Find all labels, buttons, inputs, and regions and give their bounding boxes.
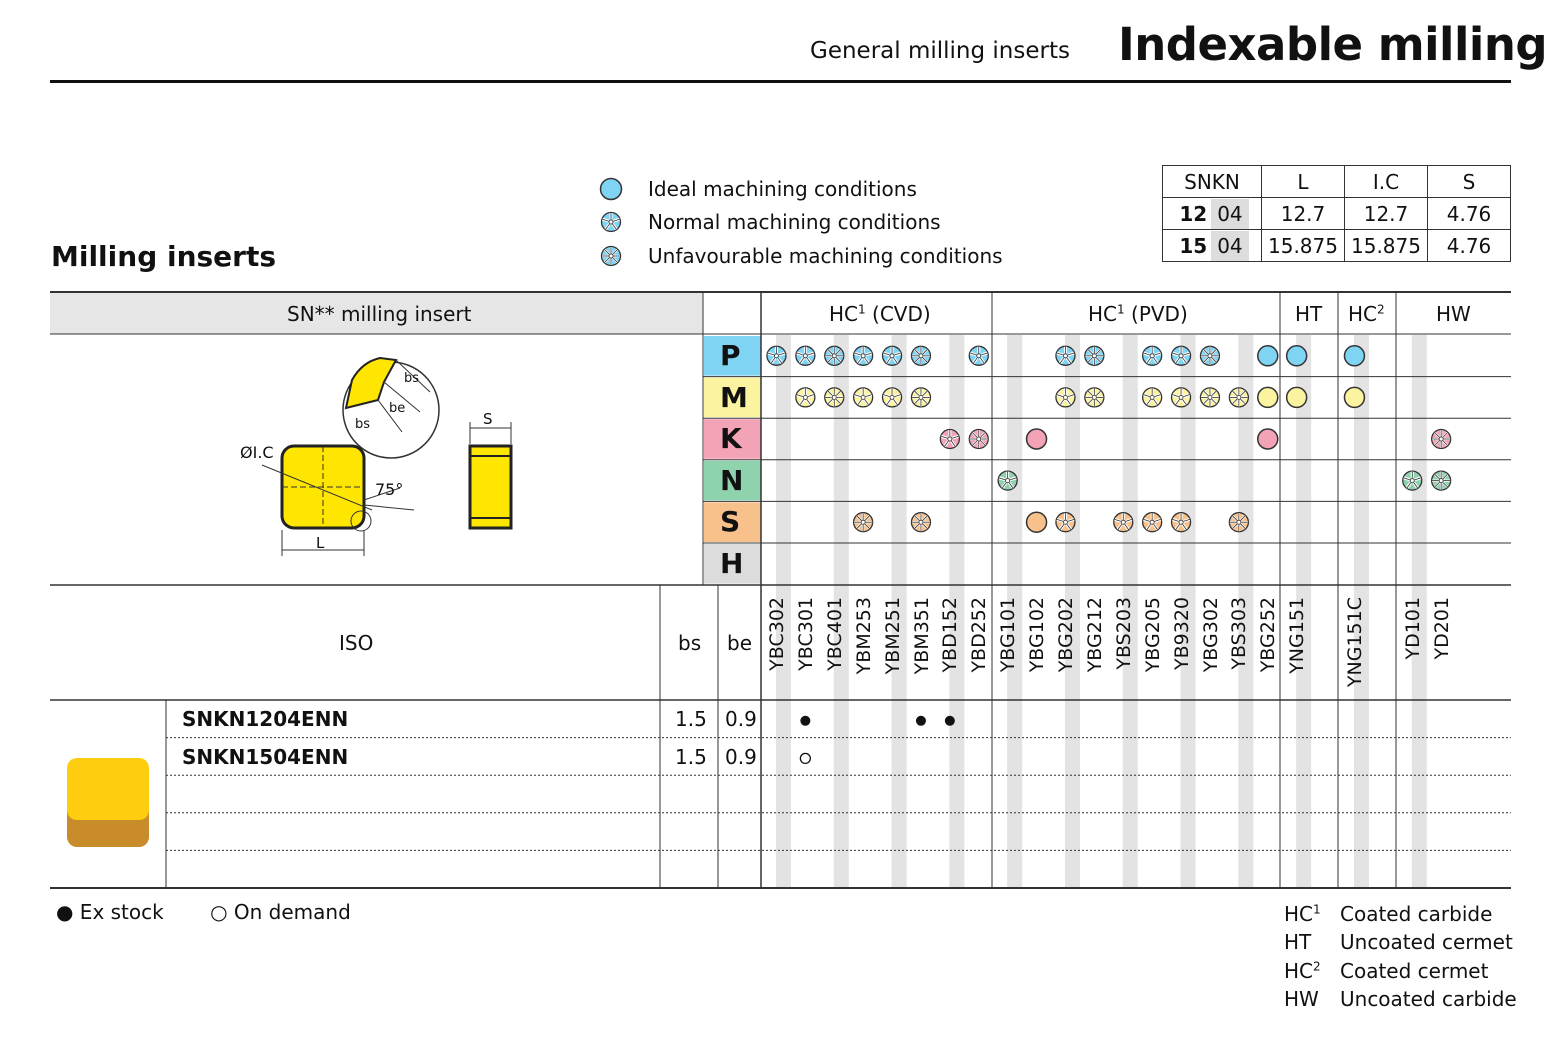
normal-star-icon [1143, 513, 1162, 532]
normal-star-icon [969, 346, 988, 365]
dims-l: 15.875 [1262, 230, 1345, 262]
unfavourable-star-icon [1229, 388, 1248, 407]
unfavourable-star-icon [825, 388, 844, 407]
normal-star-icon [1056, 388, 1075, 407]
unfavourable-star-icon [1200, 346, 1219, 365]
bs-value: 1.5 [675, 707, 707, 731]
normal-star-icon [998, 471, 1017, 490]
grade-label: YD201 [1430, 597, 1453, 660]
footnote-desc: Uncoated carbide [1340, 987, 1517, 1011]
normal-star-icon [767, 346, 786, 365]
grade-label: YB9320 [1170, 597, 1193, 670]
group-hw [1436, 302, 1471, 326]
material-letter-h: H [720, 547, 744, 580]
grade-label: YBC302 [766, 597, 788, 671]
dims-header-s: S [1428, 166, 1511, 198]
dims-thickness: 04 [1211, 199, 1248, 229]
normal-star-icon [796, 388, 815, 407]
ideal-circle-icon [1344, 387, 1364, 407]
normal-star-icon [1172, 513, 1191, 532]
grade-label: YBS303 [1228, 597, 1251, 670]
angle-line [364, 505, 414, 510]
length-label: L [316, 534, 325, 552]
dims-l: 12.7 [1262, 198, 1345, 230]
footnote [1284, 987, 1517, 1011]
normal-star-icon [883, 388, 902, 407]
ideal-circle-icon [1258, 429, 1278, 449]
ex-stock-label: ● Ex stock [56, 900, 164, 924]
group-label: HC [1088, 302, 1118, 326]
dims-ic: 12.7 [1345, 198, 1428, 230]
normal-star-icon [1172, 388, 1191, 407]
unfavourable-star-icon [1085, 388, 1104, 407]
material-letter-m: M [720, 380, 748, 414]
angle-label: 75° [375, 480, 404, 499]
bs-header: bs [678, 631, 702, 655]
unfavourable-star-icon [911, 388, 930, 407]
group-label: HC [1348, 302, 1378, 326]
footnote [1284, 930, 1513, 954]
grade-label: YBM251 [881, 597, 904, 675]
footnote-code: HT [1284, 930, 1312, 954]
group-sup: 1 [1117, 302, 1125, 317]
normal-star-icon [1143, 388, 1162, 407]
ex-stock-mark [945, 716, 955, 726]
dims-header-snkn: SNKN [1163, 166, 1262, 198]
grade-label: YBG102 [1026, 597, 1049, 673]
insert-header: SN** milling insert [287, 302, 472, 326]
footnote-desc: Coated carbide [1340, 902, 1493, 926]
group-sup: 1 [858, 302, 866, 317]
dims-ic: 15.875 [1345, 230, 1428, 262]
group-hc2 [1348, 302, 1385, 326]
section-title: Milling inserts [51, 240, 277, 273]
grade-label: YNG151 [1286, 597, 1309, 674]
group-label: HC [829, 302, 859, 326]
ideal-circle-icon [1344, 346, 1364, 366]
grade-label: YBC301 [794, 597, 817, 671]
on-demand-mark [800, 753, 810, 763]
footnote-code: HW [1284, 987, 1319, 1011]
unfavourable-star-icon [1432, 430, 1451, 449]
unfavourable-star-icon [825, 346, 844, 365]
page-subtitle: General milling inserts [810, 38, 1070, 64]
unfavourable-star-icon [1229, 513, 1248, 532]
normal-star-icon [1114, 513, 1133, 532]
dims-thickness: 04 [1211, 231, 1248, 261]
normal-star-icon [940, 430, 959, 449]
insert-photo [67, 758, 149, 847]
footnote [1284, 959, 1488, 983]
detail-be-label: be [389, 401, 406, 416]
normal-star-icon [854, 346, 873, 365]
normal-star-icon [1143, 346, 1162, 365]
ideal-circle-icon [1287, 387, 1307, 407]
dims-s: 4.76 [1428, 230, 1511, 262]
on-demand-label: ○ On demand [210, 900, 351, 924]
dims-header-ic: I.C [1345, 166, 1428, 198]
footnote [1284, 902, 1492, 926]
detail-bs-label: bs [355, 417, 371, 432]
ic-label: ØI.C [240, 443, 274, 462]
grade-label: YBC401 [823, 597, 846, 671]
grade-label: YBD152 [939, 597, 962, 673]
iso-code: SNKN1204ENN [182, 707, 349, 731]
dims-size: 15 [1179, 233, 1208, 258]
material-letter-k: K [720, 422, 742, 456]
grade-label: YBG205 [1141, 597, 1164, 673]
unfavourable-star-icon [911, 346, 930, 365]
grade-label: YBD252 [968, 597, 991, 673]
group-label: HT [1295, 302, 1323, 326]
unfavourable-star-icon [1200, 388, 1219, 407]
grade-label: YBM351 [910, 597, 933, 675]
legend-ideal-label: Ideal machining conditions [648, 177, 917, 201]
footnote-desc: Uncoated cermet [1340, 930, 1513, 954]
grade-label: YNG151C [1344, 597, 1366, 688]
group-suffix: (CVD) [865, 302, 931, 326]
material-letter-s: S [720, 505, 741, 539]
legend-unfavourable-label: Unfavourable machining conditions [648, 244, 1003, 268]
insert-photo-top [67, 758, 149, 820]
ex-stock-mark [916, 716, 926, 726]
be-value: 0.9 [725, 744, 757, 769]
normal-star-icon [1056, 513, 1075, 532]
unfavourable-star-icon [969, 430, 988, 449]
ideal-circle-icon [1258, 346, 1278, 366]
dims-s: 4.76 [1428, 198, 1511, 230]
grade-label: YD101 [1401, 597, 1424, 660]
normal-star-icon [1172, 346, 1191, 365]
group-label: HW [1436, 302, 1471, 326]
grade-label: YBG101 [997, 597, 1020, 673]
normal-star-icon [883, 346, 902, 365]
footnote-desc: Coated cermet [1340, 959, 1489, 983]
normal-star-icon [1403, 471, 1422, 490]
legend-normal-label: Normal machining conditions [648, 210, 941, 234]
normal-star-icon [1056, 346, 1075, 365]
grade-label: YBG212 [1083, 597, 1106, 673]
page-title: Indexable milling [1118, 18, 1548, 71]
detail-bs-label-top: bs [404, 371, 420, 386]
grade-label: YBS203 [1112, 597, 1135, 670]
grade-label: YBG302 [1199, 597, 1222, 673]
grade-label: YBG252 [1257, 597, 1280, 673]
insert-diagram [240, 358, 511, 556]
unfavourable-star-icon [854, 513, 873, 532]
group-sup: 2 [1377, 302, 1385, 317]
group-hc1-cvd [829, 302, 931, 326]
normal-star-icon [796, 346, 815, 365]
footnote-code: $HC^1$ [1284, 902, 1321, 926]
unfavourable-star-icon [911, 513, 930, 532]
ideal-circle-icon [1287, 346, 1307, 366]
group-hc1-pvd [1088, 302, 1188, 326]
ideal-circle-icon [1027, 512, 1047, 532]
grade-label: YBG202 [1055, 597, 1077, 673]
bs-value: 1.5 [675, 744, 707, 769]
stock-legend [56, 900, 351, 924]
ex-stock-mark [800, 716, 810, 726]
ideal-circle-icon [1027, 429, 1047, 449]
unfavourable-star-icon [1432, 471, 1451, 490]
group-ht [1295, 302, 1322, 326]
unfavourable-star-icon [1085, 346, 1104, 365]
be-value: 0.9 [725, 707, 757, 731]
footnote-code: $HC^2$ [1284, 959, 1321, 983]
iso-header: ISO [339, 631, 374, 655]
material-letter-p: P [720, 339, 741, 372]
material-letter-n: N [720, 463, 744, 497]
ideal-circle-icon [1258, 387, 1278, 407]
normal-star-icon [854, 388, 873, 407]
dims-header-l: L [1262, 166, 1345, 198]
thickness-label: S [483, 410, 493, 428]
be-header: be [727, 631, 752, 655]
iso-code: SNKN1504ENN [182, 744, 349, 769]
dims-size: 12 [1179, 201, 1208, 226]
group-suffix: (PVD) [1124, 302, 1188, 326]
grade-label: YBM253 [852, 597, 875, 675]
insert-side-view [470, 446, 511, 528]
